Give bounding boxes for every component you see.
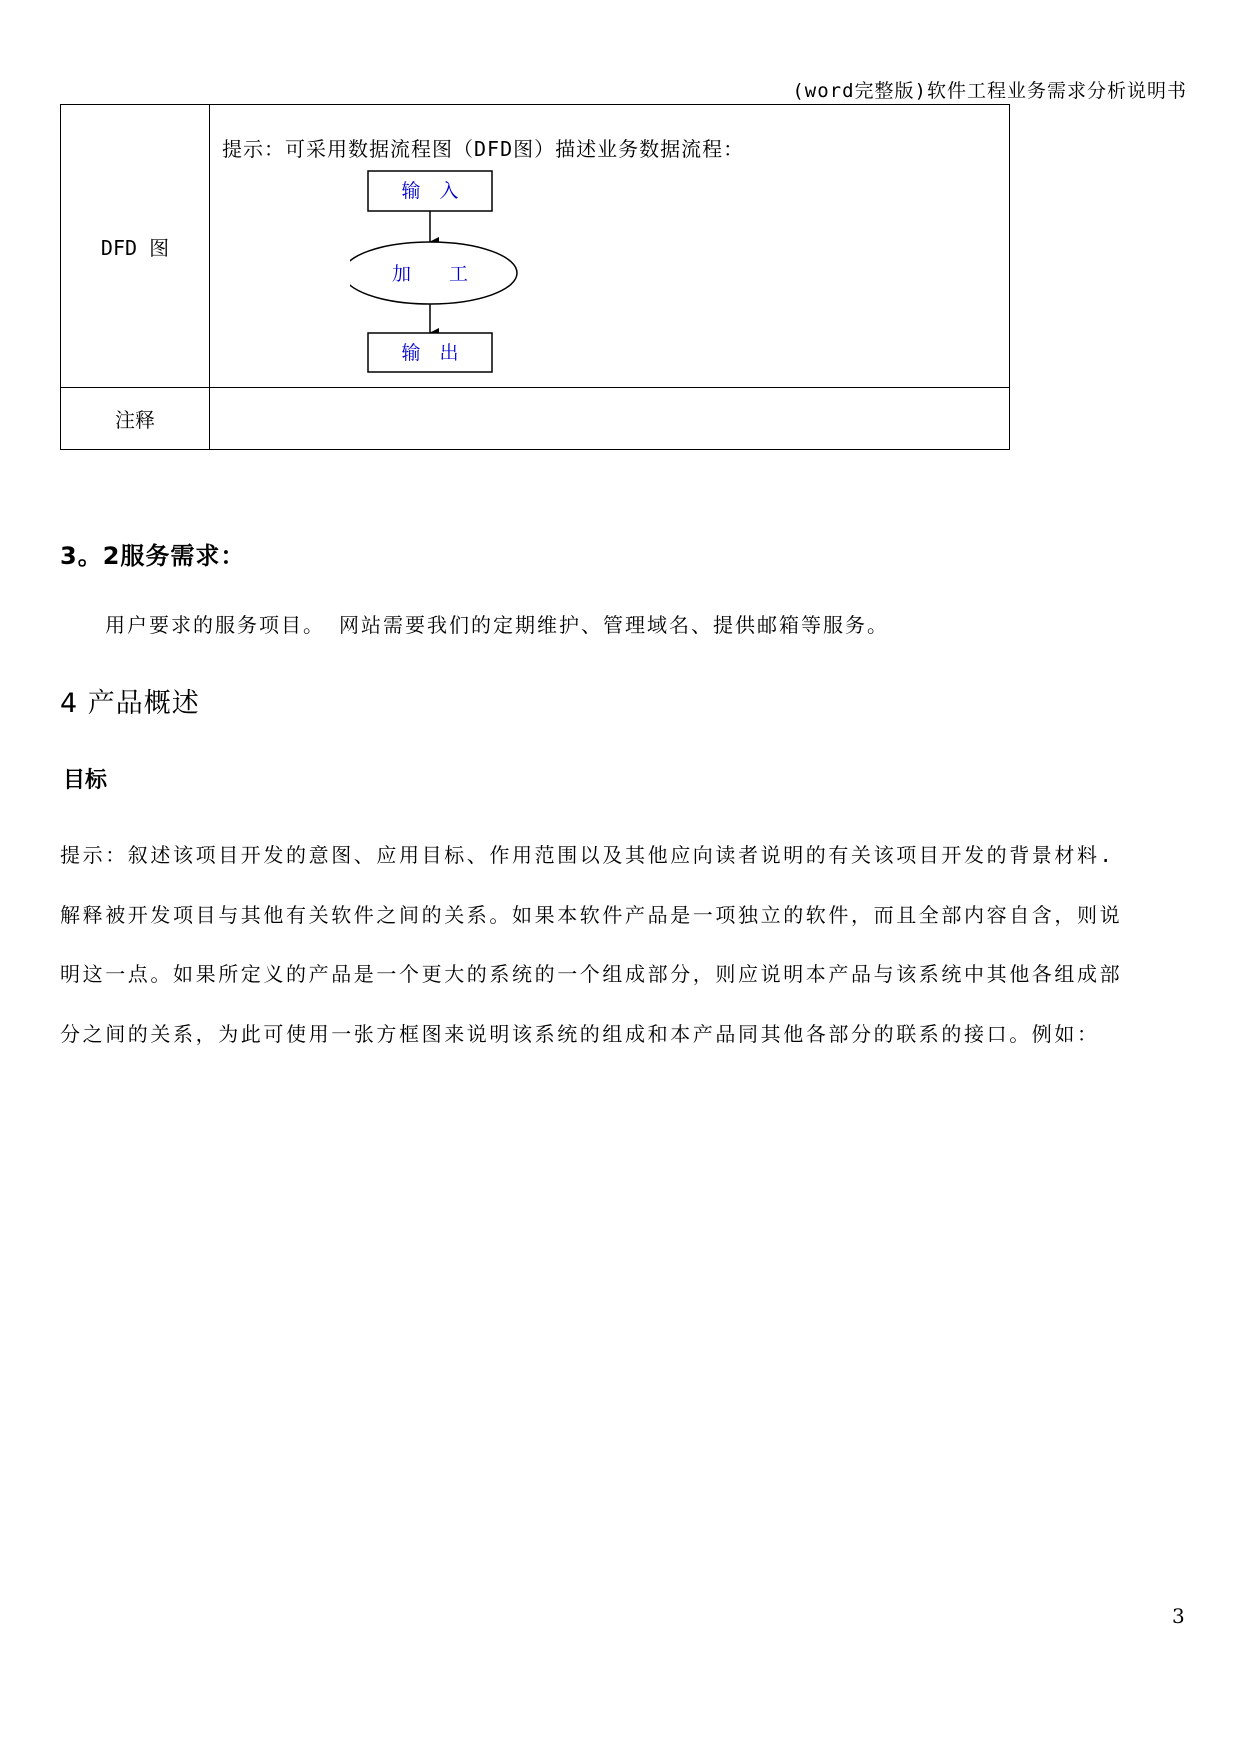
goal-body: 提示：叙述该项目开发的意图、应用目标、作用范围以及其他应向读者说明的有关该项目开发的背景材料.解释被开发项目与其他有关软件之间的关系。如果本软件产品是一项独立的软件，而且全部内容自含，则说明这一点。如果所定义的产品是一个更大的系统的一个组成部分，则应说明本产品与该系统中其他各组成部分之间的关系，为此可使用一张方框图来说明该系统的组成和本产品同其他各部分的联系的接口。例如：	[60, 843, 1123, 1046]
table-row	[61, 105, 1010, 388]
output-label: 输 出	[401, 342, 459, 364]
dfd-diagram	[350, 163, 540, 373]
row-label-notes: 注释	[61, 388, 210, 450]
table-row	[61, 388, 1010, 450]
input-label: 输 入	[401, 180, 459, 202]
dfd-table	[60, 104, 1010, 450]
goal-subheading: 目标	[63, 768, 108, 793]
dfd-hint: 提示：可采用数据流程图（DFD图）描述业务数据流程：	[222, 137, 745, 161]
page-header: (word完整版)软件工程业务需求分析说明书	[792, 80, 1187, 102]
row-label-dfd: DFD 图	[61, 105, 210, 388]
process-label: 加 工	[391, 263, 469, 285]
section-3-2-heading: 3。2服务需求：	[60, 542, 246, 570]
notes-cell	[210, 388, 1010, 450]
dfd-cell	[210, 105, 1010, 388]
page-number: 3	[1172, 1604, 1185, 1628]
section-3-2-body: 用户要求的服务项目。 网站需要我们的定期维护、管理域名、提供邮箱等服务。	[105, 613, 890, 637]
section-4-heading: 4 产品概述	[60, 688, 200, 719]
